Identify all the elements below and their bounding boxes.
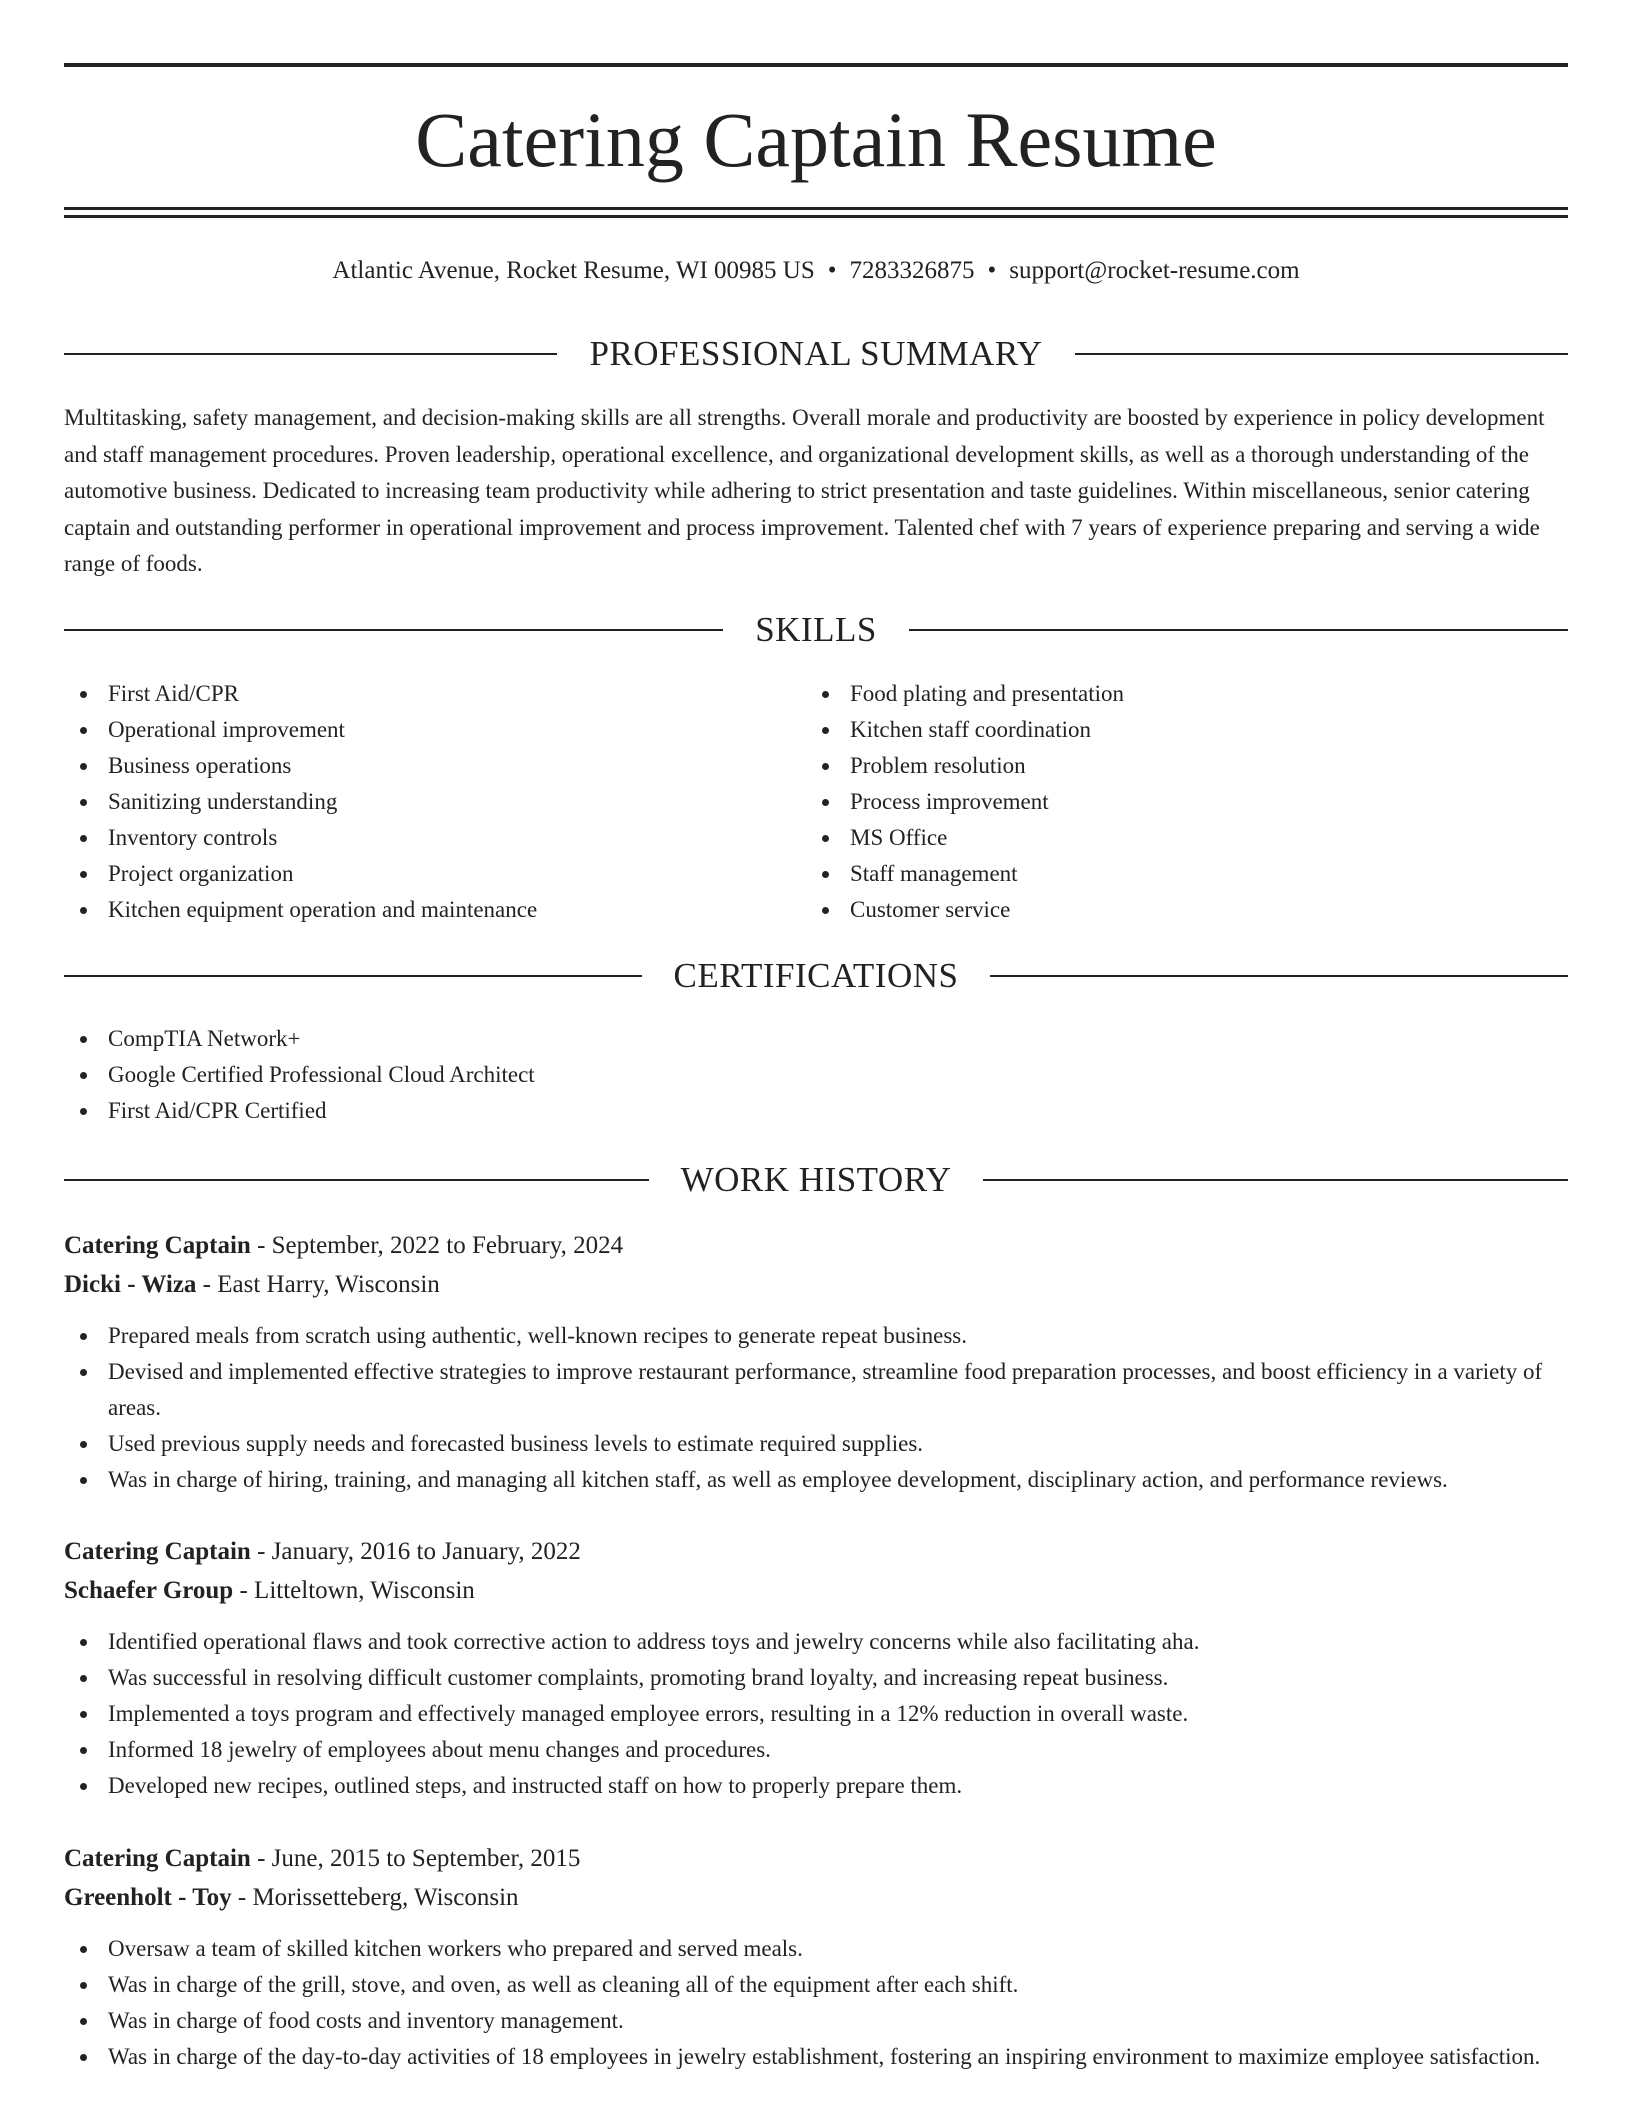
job-bullets [64,1318,1568,1498]
skill-item: Kitchen staff coordination [806,712,1124,748]
section-heading-skills [64,608,1568,652]
job-dates: - June, 2015 to September, 2015 [250,1845,581,1872]
summary-text: Multitasking, safety management, and decision-making skills are all strengths. Overall morale and productivity are boosted by experience in policy development and staff management procedures. Proven leadership, operational excellence, and organizational development skills, as well as a thorough understanding of the automotive business. Dedicated to increasing team productivity while adhering to strict presentation and taste guidelines. Within miscellaneous, senior catering captain and outstanding performer in operational improvement and process improvement. Talented chef with 7 years of experience preparing and serving a wide range of foods. [64,405,1545,576]
job-location: - East Harry, Wisconsin [196,1271,440,1298]
skill-item: Operational improvement [64,712,537,748]
section-heading-certifications [64,954,1568,998]
job-bullet: Oversaw a team of skilled kitchen workers who prepared and served meals. [64,1931,1568,1967]
job-company: Schaefer Group [64,1577,234,1604]
heading-rule [983,1179,1568,1181]
section-heading-summary [64,332,1568,376]
skill-item: Inventory controls [64,820,537,856]
job-entry [64,1226,1568,1498]
skill-item: MS Office [806,820,1124,856]
job-bullets [64,1624,1568,1804]
job-title-line [64,1226,1568,1265]
section-heading-label: CERTIFICATIONS [673,956,959,995]
contact-address: Atlantic Avenue, Rocket Resume, WI 00985 US [332,257,815,284]
job-bullet: Developed new recipes, outlined steps, and instructed staff on how to properly prepare them. [64,1768,1568,1804]
job-bullet: Prepared meals from scratch using authentic, well-known recipes to generate repeat business. [64,1318,1568,1354]
skill-item: Project organization [64,856,537,892]
job-bullet: Was in charge of food costs and inventory management. [64,2003,1568,2039]
job-bullet: Implemented a toys program and effectively managed employee errors, resulting in a 12% reduction in overall waste. [64,1696,1568,1732]
job-title: Catering Captain [64,1232,251,1259]
job-bullet: Informed 18 jewelry of employees about menu changes and procedures. [64,1732,1568,1768]
resume-title: Catering Captain Resume [415,96,1217,183]
skill-item: Problem resolution [806,748,1124,784]
job-company-line [64,1265,1568,1304]
contact-line [64,254,1568,288]
skill-item: Customer service [806,892,1124,928]
job-location: - Litteltown, Wisconsin [233,1577,475,1604]
heading-rule [909,629,1568,631]
job-bullets [64,1931,1568,2075]
heading-rule [1075,353,1568,355]
job-location: - Morissetteberg, Wisconsin [231,1884,519,1911]
skill-item: Food plating and presentation [806,676,1124,712]
job-company: Greenholt - Toy [64,1884,232,1911]
contact-separator: • [827,257,837,284]
job-bullet: Devised and implemented effective strategies to improve restaurant performance, streamline food preparation processes, and boost efficiency in a variety of areas. [64,1354,1568,1426]
skill-item: Staff management [806,856,1124,892]
job-entry [64,1532,1568,1804]
job-title-line [64,1839,1568,1878]
job-bullet: Used previous supply needs and forecasted business levels to estimate required supplies. [64,1426,1568,1462]
job-bullet: Was successful in resolving difficult customer complaints, promoting brand loyalty, and increasing repeat business. [64,1660,1568,1696]
job-bullet: Was in charge of the day-to-day activities of 18 employees in jewelry establishment, fostering an inspiring environment to maximize employee satisfaction. [64,2039,1568,2075]
skill-item: Process improvement [806,784,1124,820]
title-double-rule [64,207,1568,218]
certification-item: CompTIA Network+ [64,1021,535,1057]
section-heading-label: PROFESSIONAL SUMMARY [589,334,1043,373]
heading-rule [64,629,723,631]
job-company-line [64,1878,1568,1917]
heading-rule [990,975,1568,977]
job-title: Catering Captain [64,1538,251,1565]
contact-separator: • [987,257,997,284]
heading-rule [64,353,557,355]
skill-item: First Aid/CPR [64,676,537,712]
job-entry [64,1839,1568,2075]
contact-phone: 7283326875 [849,257,975,284]
skill-item: Sanitizing understanding [64,784,537,820]
section-heading-work-history [64,1158,1568,1202]
job-title-line [64,1532,1568,1571]
job-bullet: Was in charge of the grill, stove, and oven, as well as cleaning all of the equipment after each shift. [64,1967,1568,2003]
job-bullet: Was in charge of hiring, training, and managing all kitchen staff, as well as employee development, disciplinary action, and performance reviews. [64,1462,1568,1498]
section-heading-label: WORK HISTORY [680,1160,952,1199]
job-dates: - September, 2022 to February, 2024 [250,1232,624,1259]
top-rule [64,63,1568,67]
job-dates: - January, 2016 to January, 2022 [250,1538,581,1565]
heading-rule [64,1179,649,1181]
certifications-list [64,1021,535,1129]
certification-item: Google Certified Professional Cloud Architect [64,1057,535,1093]
job-title: Catering Captain [64,1845,251,1872]
skill-item: Kitchen equipment operation and maintenance [64,892,537,928]
section-heading-label: SKILLS [755,610,877,649]
job-bullet: Identified operational flaws and took corrective action to address toys and jewelry concerns while also facilitating aha. [64,1624,1568,1660]
skill-item: Business operations [64,748,537,784]
certification-item: First Aid/CPR Certified [64,1093,535,1129]
job-company-line [64,1571,1568,1610]
contact-email: support@rocket-resume.com [1009,257,1300,284]
skills-list-left [64,676,537,928]
skills-list-right [806,676,1124,928]
job-company: Dicki - Wiza [64,1271,197,1298]
heading-rule [64,975,642,977]
